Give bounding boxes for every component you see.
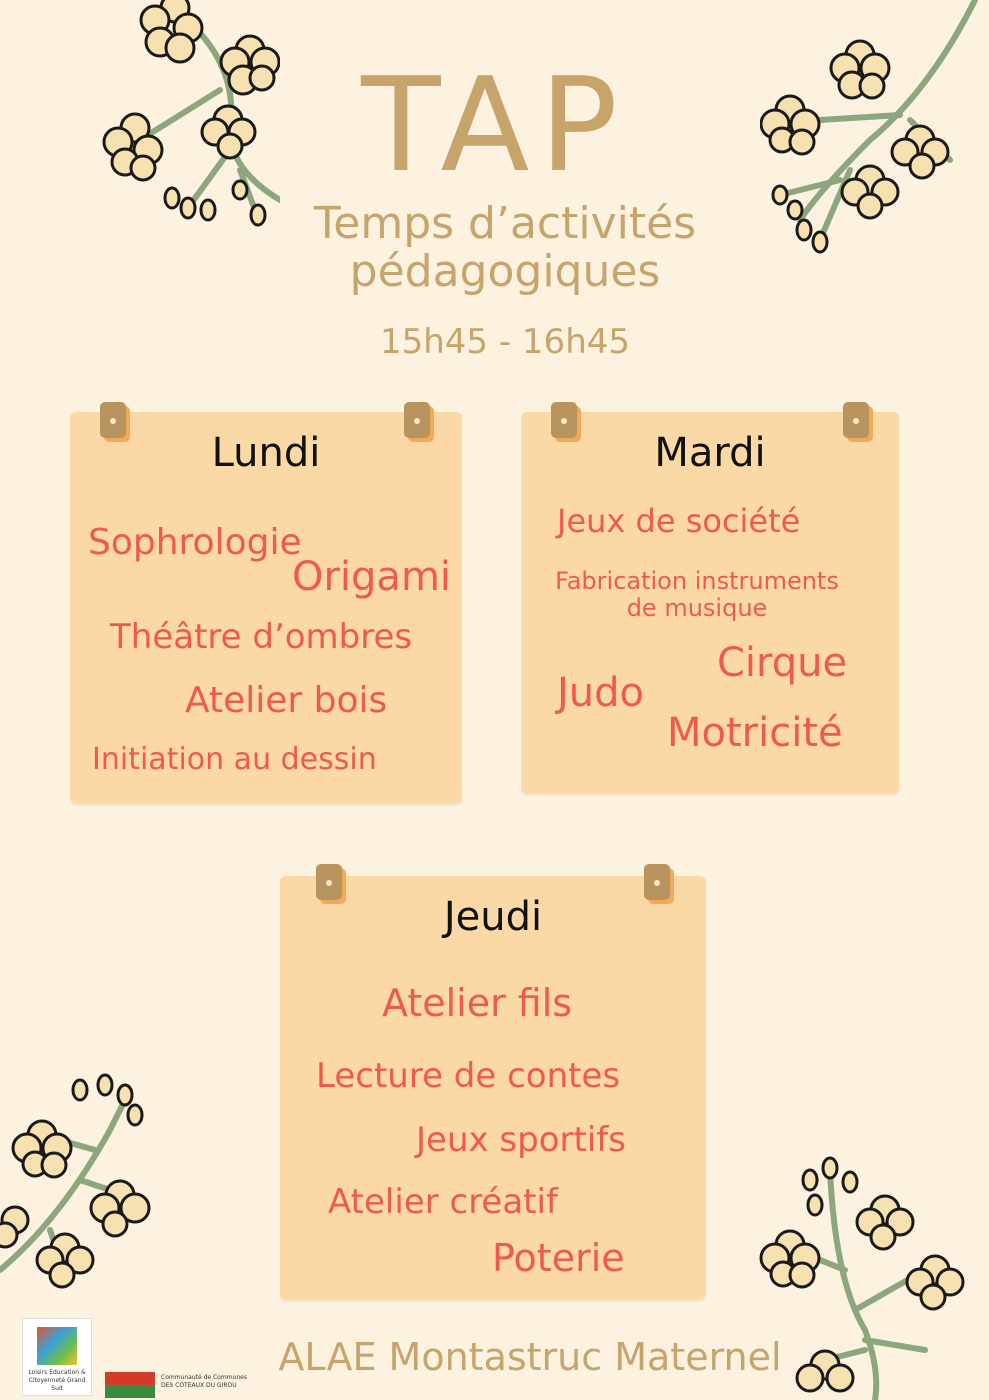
note-mardi (521, 412, 899, 794)
activity-atelier-creatif: Atelier créatif (328, 1182, 558, 1222)
subtitle-line-1: Temps d’activités (313, 198, 697, 249)
activity-fabrication-instruments: Fabrication instruments (555, 567, 839, 595)
flower-branch-bottom-left-icon (0, 1070, 190, 1300)
activity-poterie: Poterie (492, 1236, 625, 1280)
activity-theatre-ombres: Théâtre d’ombres (110, 617, 413, 657)
hours-label: 15h45 - 16h45 (379, 322, 631, 362)
note-jeudi (280, 876, 706, 1300)
footer-organization: ALAE Montastruc Maternel (278, 1335, 782, 1379)
day-label-jeudi: Jeudi (443, 894, 543, 940)
activity-lecture-contes: Lecture de contes (316, 1056, 621, 1096)
activity-initiation-dessin: Initiation au dessin (92, 742, 377, 777)
day-label-mardi: Mardi (654, 430, 766, 476)
activity-jeux-societe: Jeux de société (557, 502, 801, 540)
logo-coteaux-du-girou (105, 1372, 245, 1398)
activity-atelier-fils: Atelier fils (382, 981, 573, 1025)
activity-judo: Judo (557, 670, 645, 716)
note-lundi (70, 412, 462, 804)
activity-motricite: Motricité (667, 710, 843, 756)
activity-jeux-sportifs: Jeux sportifs (416, 1120, 626, 1160)
logo-text: Loisirs Education & Citoyenneté Grand Sud (28, 1369, 86, 1392)
activity-atelier-bois: Atelier bois (185, 680, 388, 721)
day-label-lundi: Lundi (211, 430, 321, 476)
logo-loisirs-education (22, 1318, 92, 1396)
activity-sophrologie: Sophrologie (88, 522, 302, 563)
logo-text: Communauté de Communes DES COTEAUX DU GIROU (161, 1374, 247, 1389)
activity-de-musique: de musique (626, 594, 768, 622)
logo-mark-icon (105, 1372, 155, 1398)
activity-cirque: Cirque (717, 640, 848, 686)
page-title: TAP (361, 49, 628, 201)
logo-mark-icon (37, 1327, 77, 1365)
subtitle-line-2: pédagogiques (349, 246, 661, 297)
activity-origami: Origami (292, 554, 452, 600)
